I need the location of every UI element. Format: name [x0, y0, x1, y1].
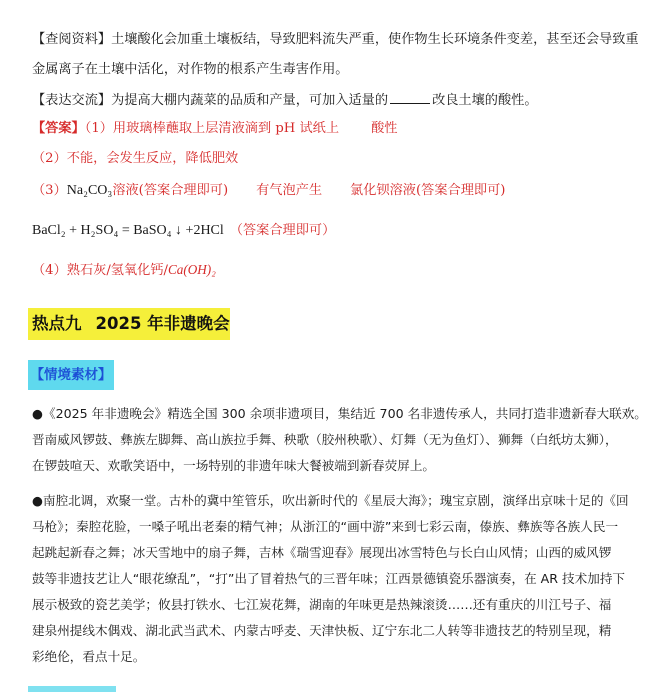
reference-line-1: 【查阅资料】土壤酸化会加重土壤板结，导致肥料流失严重，使作物生长环境条件变差，甚至还会导致重 [32, 32, 639, 47]
answer-label: 【答案】 [32, 121, 85, 136]
expression-line [32, 91, 652, 110]
answer-line-2: （2）不能，会发生反应，降低肥效 [32, 151, 239, 166]
answer-1: （1）用玻璃棒蘸取上层清液滴到 pH 试纸上 [84, 121, 340, 136]
paragraph-2-line-5: 展示极致的瓷艺美学；攸县打铁水、七江炭花舞，湖南的年味更是热辣滚烫……还有重庆的川江号子、福 [32, 597, 612, 612]
paragraph-2-line-4: 鼓等非遗技艺让人“眼花缭乱”，“打”出了冒着热气的三晋年味；江西景德镇瓷乐器演奏，在 AR 技术加持下 [32, 571, 626, 586]
section-heading [28, 308, 230, 340]
answer-1-result: 酸性 [371, 121, 398, 136]
answer-3-formula: Na₂CO₃ [66, 183, 113, 198]
expression-text-end: 改良土壤的酸性。 [432, 93, 538, 108]
answer-line-3 [32, 182, 652, 200]
answer-3-prefix: （3） [32, 183, 67, 198]
answer-4: （4）熟石灰/氢氧化钙/ [32, 263, 168, 278]
expression-text: 【表达交流】为提高大棚内蔬菜的品质和产量，可加入适量的 [32, 93, 389, 108]
heading-title: 2025 年非遗晚会 [95, 314, 230, 333]
fill-in-blank [390, 91, 430, 104]
paragraph-1-line-2: 晋南威风锣鼓、彝族左脚舞、高山族拉手舞、秧歌（胶州秧歌）、灯舞（无为鱼灯）、狮舞（白纸坊太狮）， [32, 432, 618, 447]
chemical-equation: BaCl₂ + H₂SO₄ = BaSO₄ ↓ +2HCl [32, 223, 224, 238]
paragraph-1-line-3: 在锣鼓喧天、欢歌笑语中，一场特别的非遗年味大餐被端到新春荧屏上。 [32, 458, 435, 473]
paragraph-2-line-3: 起跳起新春之舞；冰天雪地中的扇子舞，吉林《瑞雪迎春》展现出冰雪特色与长白山风情；山西的威风锣 [32, 545, 612, 560]
answer-4-formula: Ca(OH)₂ [167, 262, 216, 277]
answer-line-1 [32, 120, 652, 138]
paragraph-2-line-7: 彩绝伦，看点十足。 [32, 649, 146, 664]
reference-line-2: 金属离子在土壤中活化，对作物的根系产生毒害作用。 [32, 62, 349, 77]
next-tag-edge [28, 686, 116, 692]
paragraph-2-line-6: 建泉州提线木偶戏、湖北武当武术、内蒙古呼麦、天津快板、辽宁东北二人转等非遗技艺的特别呈现，精 [32, 623, 612, 638]
paragraph-1-line-1: ●《2025 年非遗晚会》精选全国 300 余项非遗项目，集结近 700 名非遗传承人，共同打造非遗新春大联欢。 [32, 406, 647, 421]
equation-line [32, 222, 652, 240]
heading-label: 热点九 [32, 314, 82, 333]
answer-line-4 [32, 261, 652, 280]
context-material-tag: 【情境素材】 [28, 360, 114, 390]
paragraph-2-line-1: ●南腔北调，欢聚一堂。古朴的冀中笙管乐，吹出新时代的《星辰大海》；瑰宝京剧，演绎出京味十足的《回 [32, 493, 629, 508]
paragraph-2-line-2: 马枪》；秦腔花脸，一嗓子吼出老秦的精气神；从浙江的“画中游”来到七彩云南，傣族、彝族等各族人民一 [32, 519, 619, 534]
answer-3-c: 氯化钡溶液(答案合理即可) [350, 183, 506, 198]
answer-3-b: 有气泡产生 [256, 183, 323, 198]
equation-note: （答案合理即可） [229, 223, 336, 238]
answer-3-a: 溶液(答案合理即可) [112, 183, 229, 198]
